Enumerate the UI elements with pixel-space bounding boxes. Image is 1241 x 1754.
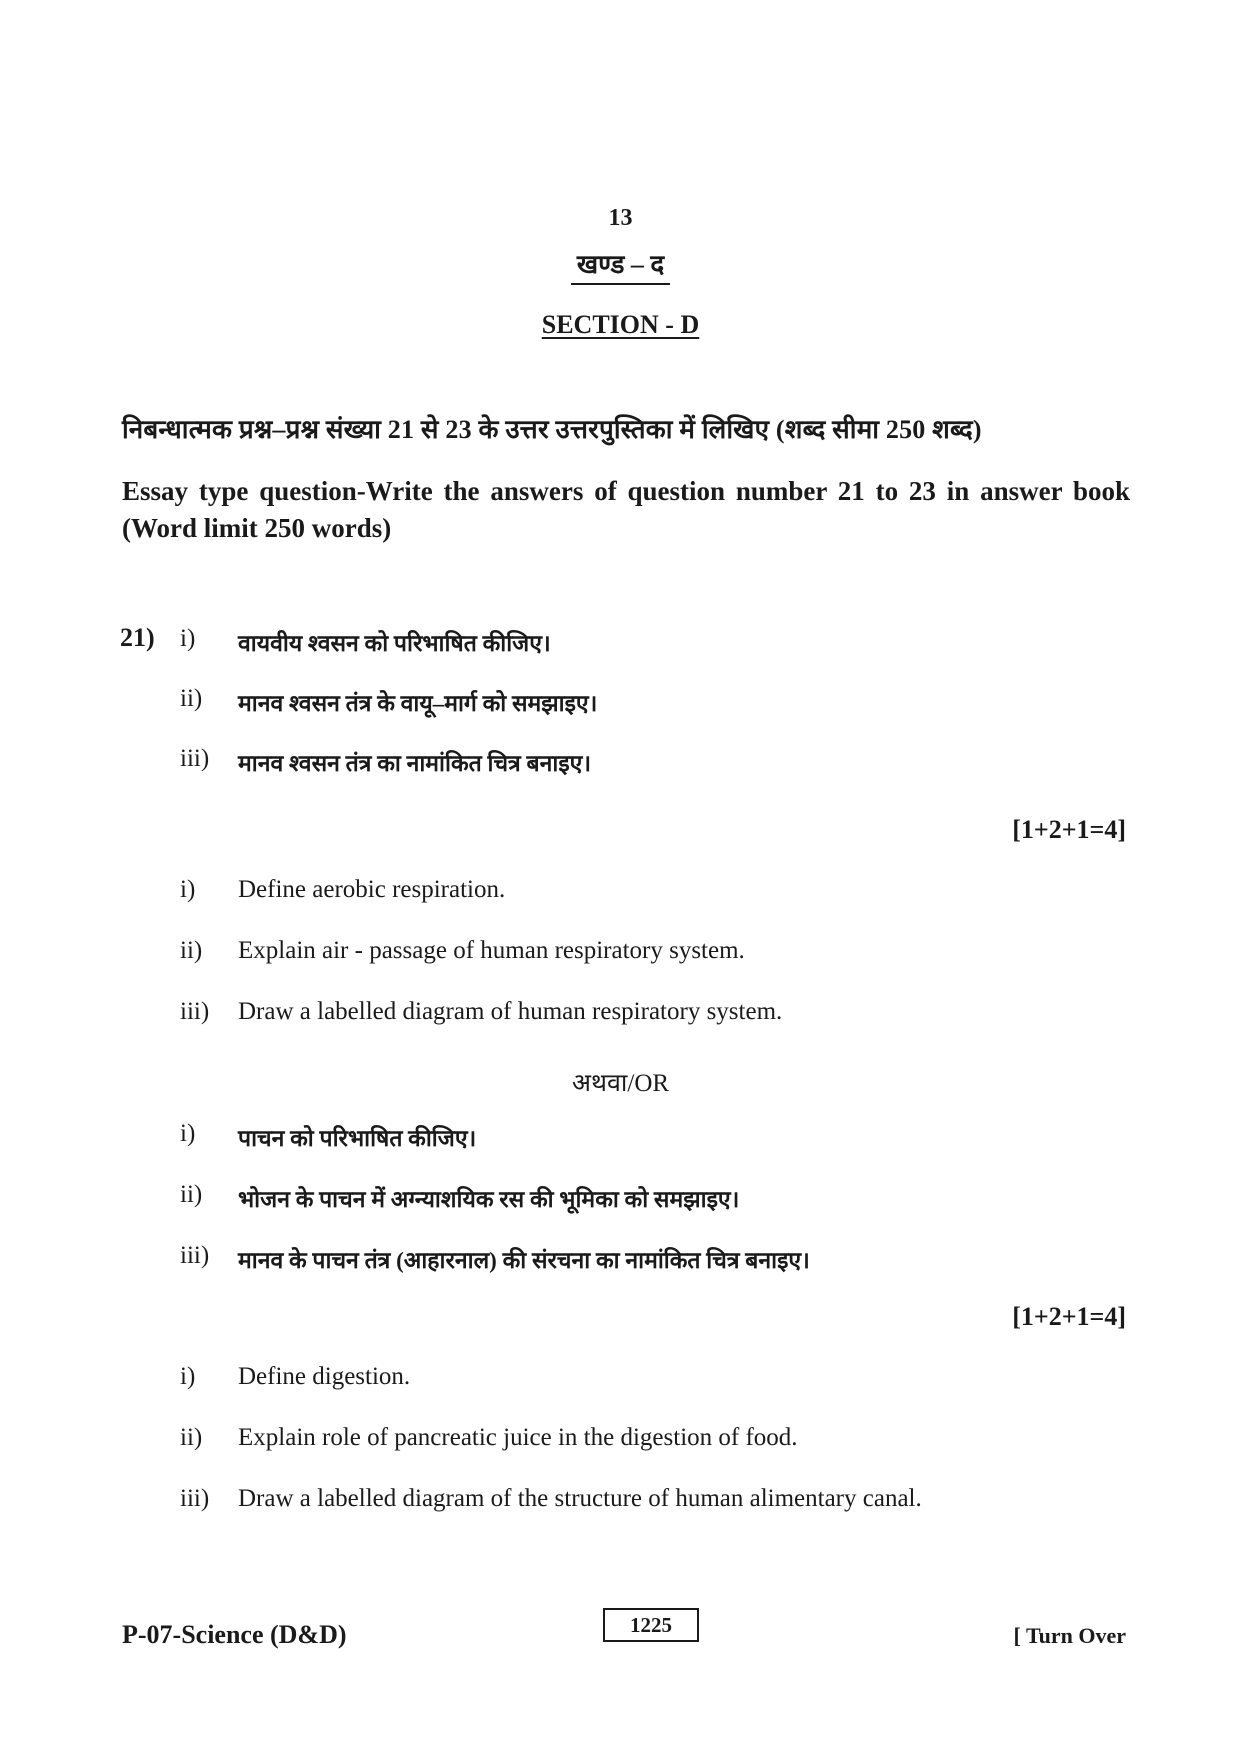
part-b-hindi-text-1: पाचन को परिभाषित कीजिए। [238, 1126, 477, 1151]
part-b-marks: [1+2+1=4] [1012, 1302, 1126, 1331]
section-title-english-text: SECTION - D [541, 310, 700, 339]
part-a-hindi-roman-3: iii) [180, 745, 210, 772]
sheet-number-box: 1225 [603, 1608, 699, 1642]
part-a-hindi-roman-1: i) [180, 625, 196, 652]
part-a-hindi-text-1: वायवीय श्वसन को परिभाषित कीजिए। [238, 631, 551, 656]
part-a-english-text-2: Explain air - passage of human respiratory system. [238, 937, 745, 964]
part-a-english-roman-1: i) [180, 876, 196, 903]
part-a-hindi-roman-2: ii) [180, 685, 203, 712]
part-a-marks: [1+2+1=4] [1012, 815, 1126, 844]
section-title-english [0, 310, 1241, 340]
part-b-english-text-1: Define digestion. [238, 1363, 411, 1390]
section-title-hindi [0, 245, 1241, 281]
instructions-english: Essay type question-Write the answers of question number 21 to 23 in answer book (Word limit 250 words) [122, 476, 1130, 543]
part-b-english-roman-1: i) [180, 1363, 196, 1390]
page-number: 13 [608, 205, 633, 231]
part-b-english-roman-3: iii) [180, 1485, 210, 1512]
part-b-hindi-roman-1: i) [180, 1120, 196, 1147]
paper-code: P-07-Science (D&D) [122, 1620, 347, 1649]
part-b-english-text-2: Explain role of pancreatic juice in the digestion of food. [238, 1424, 798, 1451]
part-b-english-roman-2: ii) [180, 1424, 203, 1451]
section-title-hindi-text: खण्ड – द [571, 250, 670, 285]
instructions-hindi: निबन्धात्मक प्रश्न–प्रश्न संख्या 21 से 23 के उत्तर उत्तरपुस्तिका में लिखिए (शब्द सीमा 250 शब्द) [122, 415, 982, 444]
part-b-hindi-roman-2: ii) [180, 1181, 203, 1208]
part-a-english-text-3: Draw a labelled diagram of human respiratory system. [238, 998, 783, 1025]
part-b-english-text-3: Draw a labelled diagram of the structure of human alimentary canal. [238, 1485, 922, 1512]
part-a-hindi-text-3: मानव श्वसन तंत्र का नामांकित चित्र बनाइए। [238, 751, 592, 776]
part-b-hindi-text-3: मानव के पाचन तंत्र (आहारनाल) की संरचना का नामांकित चित्र बनाइए। [238, 1248, 810, 1273]
part-a-hindi-text-2: मानव श्वसन तंत्र के वायू–मार्ग को समझाइए। [238, 691, 598, 716]
or-separator: अथवा/OR [571, 1070, 670, 1097]
part-a-english-roman-3: iii) [180, 998, 210, 1025]
part-b-hindi-text-2: भोजन के पाचन में अग्न्याशयिक रस की भूमिका को समझाइए। [238, 1187, 740, 1212]
part-b-hindi-roman-3: iii) [180, 1242, 210, 1269]
part-a-english-roman-2: ii) [180, 937, 203, 964]
part-a-english-text-1: Define aerobic respiration. [238, 876, 506, 903]
turn-over-label: [ Turn Over [1013, 1623, 1126, 1648]
question-number: 21) [120, 623, 155, 652]
